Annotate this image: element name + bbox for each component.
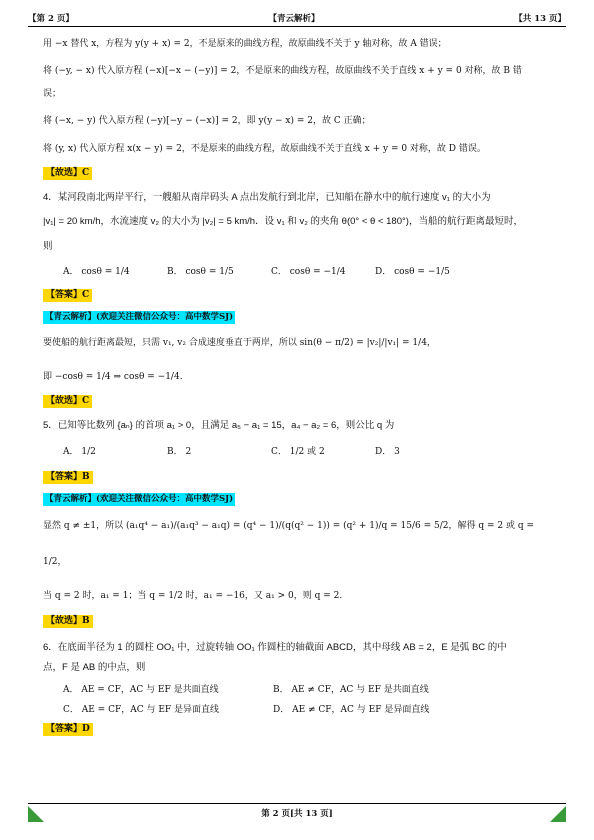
- text-line: 用 −x 替代 x，方程为 y(y + x) = 2，不是原来的曲线方程，故原曲线不关于 y 轴对称，故 A 错误；: [43, 39, 447, 49]
- question-6-line: 点，F 是 AB 的中点，则: [43, 662, 146, 673]
- question-6-options-row1: [43, 680, 554, 700]
- header-right: 【共 13 页】: [514, 14, 566, 24]
- option-d: D． AE ≠ CF，AC 与 EF 是异面直线: [273, 705, 430, 715]
- question-5-line: 5．已知等比数列 {aₙ} 的首项 a₁ > 0，且满足 a₅ − a₁ = 15，a₄ − a₂ = 6，则公比 q 为: [43, 420, 395, 431]
- text-line: 将 (−x, − y) 代入原方程 (−y)[−y − (−x)] = 2，即 y(y − x) = 2，故 C 正确；: [43, 116, 371, 126]
- option-c: C． AE = CF，AC 与 EF 是异面直线: [63, 705, 219, 715]
- option-d: D． 3: [375, 447, 400, 457]
- analysis-line: 当 q = 2 时，a₁ = 1；当 q = 1/2 时，a₁ = −16，又 a₁ > 0，则 q = 2．: [43, 591, 349, 601]
- footer-divider: [28, 803, 566, 804]
- option-b: B． 2: [167, 447, 192, 457]
- choice-tag: 【故选】C: [43, 167, 92, 180]
- answer-tag: 【答案】D: [43, 723, 93, 736]
- question-4-line: |v₁| = 20 km/h，水流速度 v₂ 的大小为 |v₂| = 5 km/h．设 v₁ 和 v₂ 的夹角 θ(0° < θ < 180°)，当船的航行距离最短时，: [43, 216, 523, 227]
- header-divider: [28, 26, 566, 27]
- page-footer: 第 2 页[共 13 页]: [261, 809, 333, 819]
- option-a: A． AE = CF，AC 与 EF 是共面直线: [63, 685, 219, 695]
- question-6-options-row2: [43, 700, 554, 720]
- option-c: C． 1/2 或 2: [271, 447, 325, 457]
- analysis-line: 即 −cosθ = 1/4 ⇒ cosθ = −1/4．: [43, 372, 189, 382]
- option-a: A． 1/2: [63, 447, 96, 457]
- page-content: [43, 34, 554, 736]
- option-c: C． cosθ = −1/4: [271, 267, 346, 277]
- question-4-line: 则: [43, 241, 53, 252]
- footer-triangle-right-icon: [550, 806, 566, 822]
- option-b: B． cosθ = 1/5: [167, 267, 234, 277]
- answer-tag: 【答案】B: [43, 471, 93, 484]
- analysis-tag: 【青云解析】(欢迎关注微信公众号：高中数学SJ): [45, 312, 234, 322]
- header-center: 【青云解析】: [268, 14, 320, 24]
- option-b: B． AE ≠ CF，AC 与 EF 是共面直线: [273, 685, 429, 695]
- text-line: 将 (y, x) 代入原方程 x(x − y) = 2，不是原来的曲线方程，故原曲线不关于直线 x + y = 0 对称，故 D 错误。: [43, 144, 486, 154]
- analysis-line: 要使船的航行距离最短，只需 v₁, v₂ 合成速度垂直于两岸，所以 sin(θ − π/2) = |v₂|/|v₁| = 1/4，: [43, 338, 436, 348]
- question-4-options: [43, 264, 554, 280]
- analysis-tag: 【青云解析】(欢迎关注微信公众号：高中数学SJ): [45, 494, 234, 504]
- text-line: 误；: [43, 89, 62, 99]
- choice-tag: 【故选】B: [43, 615, 93, 628]
- header-left: 【第 2 页】: [28, 14, 74, 24]
- answer-tag: 【答案】C: [43, 289, 92, 302]
- question-5-options: [43, 444, 554, 460]
- question-6-line: 6．在底面半径为 1 的圆柱 OO₁ 中，过旋转轴 OO₁ 作圆柱的轴截面 ABCD，其中母线 AB = 2，E 是弧 BC 的中: [43, 642, 507, 653]
- text-line: 将 (−y, − x) 代入原方程 (−x)[−x − (−y)] = 2，不是原来的曲线方程，故原曲线不关于直线 x + y = 0 对称，故 B 错: [43, 66, 522, 76]
- option-a: A． cosθ = 1/4: [63, 267, 130, 277]
- choice-tag: 【故选】C: [43, 395, 92, 408]
- option-d: D． cosθ = −1/5: [375, 267, 450, 277]
- analysis-line: 显然 q ≠ ±1，所以 (a₁q⁴ − a₁)/(a₁q³ − a₁q) = (q⁴ − 1)/(q(q² − 1)) = (q² + 1)/q = 15/6 = 5/2，解得 q = 2 或 q = 1/2，: [43, 521, 535, 567]
- question-4-line: 4．某河段南北两岸平行，一艘船从南岸码头 A 点出发航行到北岸，已知船在静水中的航行速度 v₁ 的大小为: [43, 192, 491, 203]
